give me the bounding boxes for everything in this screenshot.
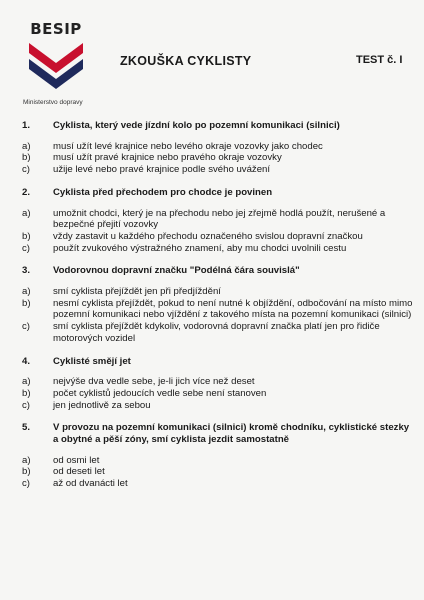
option-text: použít zvukového výstražného znamení, aby mu chodci uvolnili cestu [53,242,347,254]
option-text: až od dvanácti let [53,478,128,490]
answer-option [22,208,414,231]
ministry-label: Ministerstvo dopravy [23,99,83,106]
option-text: nejvýše dva vedle sebe, je-li jich více než deset [53,376,255,388]
page-title: ZKOUŠKA CYKLISTY [120,54,252,68]
answer-option [22,478,414,490]
answer-option [22,376,414,388]
question-header [22,356,414,368]
option-text: smí cyklista přejíždět kdykoliv, vodorovná dopravní značka platí jen pro řidiče motorových vozidel [53,321,380,344]
option-letter: a) [22,140,31,152]
option-text: nesmí cyklista přejíždět, pokud to není nutné k objíždění, odbočování na místo mimo pozemní komunikaci nebo vjíždění z takového místa na pozemní komunikaci (silnici) [53,297,413,321]
question-text: Cyklista před přechodem pro chodce je povinen [53,186,273,198]
answer-option [22,466,414,478]
option-letter: b) [22,387,31,399]
answer-option [22,231,414,243]
option-letter: b) [22,230,31,242]
question-text: Vodorovnou dopravní značku "Podélná čára souvislá" [53,265,300,277]
answer-option [22,298,414,321]
question-text: Cyklisté smějí jet [53,355,131,367]
question-text: V provozu na pozemní komunikaci (silnici) kromě chodníku, cyklistické stezky a obytné a pěší zóny, smí cyklista jezdit samostatně [53,422,410,446]
option-letter: c) [22,399,30,411]
option-letter: a) [22,454,31,466]
logo-text: BESIP [30,20,82,38]
question-5 [22,422,414,490]
answer-option [22,286,414,298]
option-text: od osmi let [53,454,100,466]
question-text: Cyklista, který vede jízdní kolo po pozemní komunikaci (silnici) [53,120,340,131]
option-text: užije levé nebo pravé krajnice podle svého uvážení [53,164,271,176]
option-text: vždy zastavit u každého přechodu označeného svislou dopravní značkou [53,230,363,242]
option-letter: a) [22,376,31,388]
option-text: jen jednotlivě za sebou [53,399,151,411]
answer-option [22,141,414,153]
question-header [22,422,414,445]
test-number: TEST č. I [356,54,403,66]
option-letter: b) [22,297,31,309]
option-text: smí cyklista přejíždět jen při předjíždění [53,286,221,298]
question-number: 2. [22,186,31,198]
question-4 [22,356,414,412]
option-text: umožnit chodci, který je na přechodu nebo jej zřejmě hodlá použít, nerušené a bezpečné přejití vozovky [53,207,386,231]
besip-logo [20,22,92,97]
option-text: od deseti let [53,466,105,478]
answer-option [22,400,414,412]
answer-option [22,152,414,164]
option-letter: a) [22,286,31,298]
option-letter: c) [22,478,30,490]
question-3 [22,265,414,344]
besip-chevron-icon [26,37,86,97]
question-number: 3. [22,265,31,277]
question-header [22,120,414,132]
answer-option [22,455,414,467]
question-header [22,187,414,199]
answer-option [22,321,414,344]
question-number: 5. [22,422,31,434]
option-letter: b) [22,152,31,164]
option-letter: c) [22,242,30,254]
option-letter: a) [22,207,31,219]
question-2 [22,187,414,255]
option-letter: c) [22,321,30,333]
option-letter: c) [22,164,30,176]
question-header [22,265,414,277]
answer-option [22,388,414,400]
question-1 [22,120,414,176]
answer-option [22,164,414,176]
question-number: 1. [22,120,31,131]
question-number: 4. [22,355,31,367]
option-text: musí užít levé krajnice nebo levého okraje vozovky jako chodec [53,140,323,152]
option-text: musí užít pravé krajnice nebo pravého okraje vozovky [53,152,282,164]
option-text: počet cyklistů jedoucích vedle sebe není stanoven [53,387,267,399]
answer-option [22,243,414,255]
questions-list [22,120,414,501]
option-letter: b) [22,466,31,478]
